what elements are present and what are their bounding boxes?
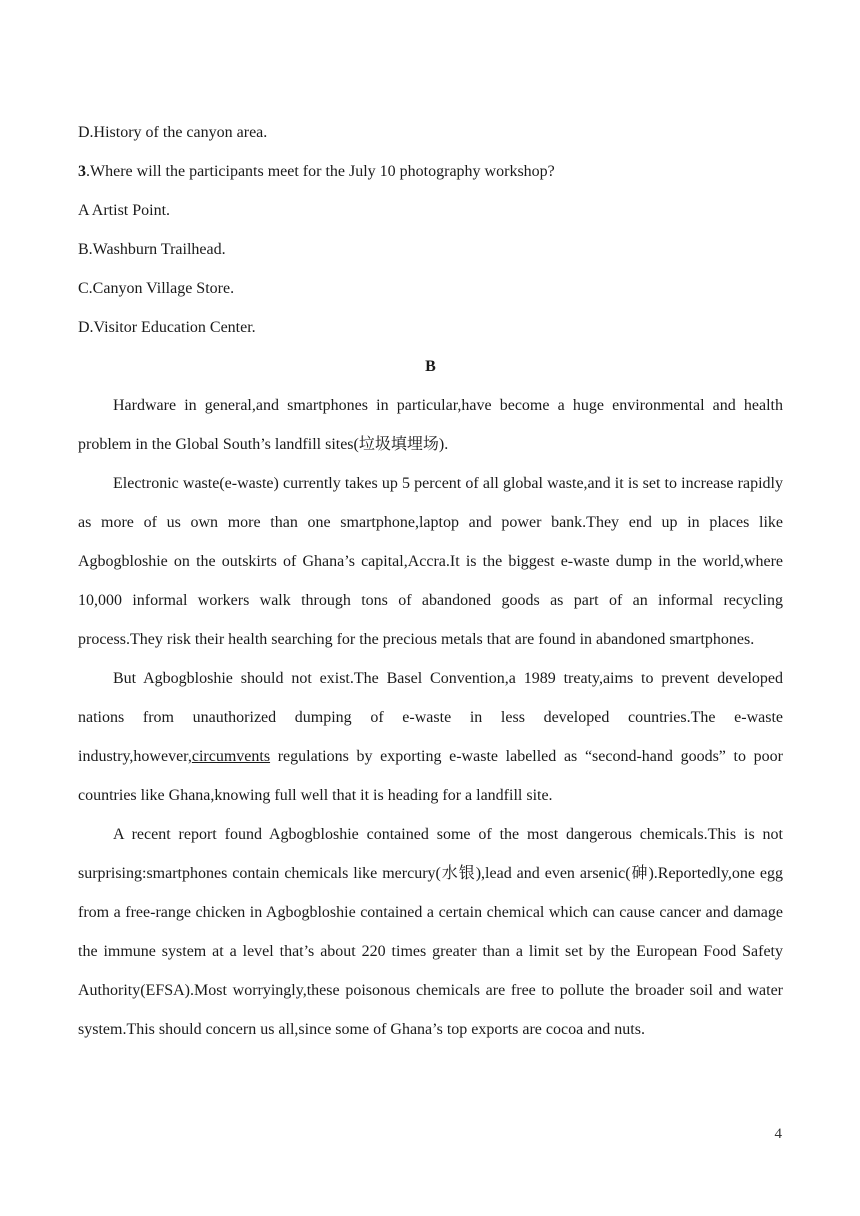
page-number: 4 (774, 1126, 782, 1142)
question-3-option-b: B.Washburn Trailhead. (78, 241, 226, 258)
question-3-text: .Where will the participants meet for the July 10 photography workshop? (86, 163, 555, 180)
document-page (78, 113, 783, 1049)
section-title: B (425, 358, 436, 375)
underlined-word: circumvents (191, 748, 271, 765)
passage-paragraph-1: Hardware in general,and smartphones in particular,have become a huge environmental and health problem in the Global South’s landfill sites(垃圾填埋场). (78, 397, 783, 453)
question-3-number: 3 (78, 163, 86, 180)
question-3-option-a: A Artist Point. (78, 202, 171, 219)
paragraph-3-text-end: regulations by exporting e-waste labelled as “second-hand goods” to poor countries like Ghana,knowing full well that it is heading for a landfill site. (78, 748, 783, 804)
question-2-option-d: D.History of the canyon area. (78, 124, 268, 141)
passage-paragraph-3 (78, 659, 783, 815)
passage-paragraph-2: Electronic waste(e-waste) currently takes up 5 percent of all global waste,and it is set to increase rapidly as more of us own more than one smartphone,laptop and power bank.They end up in places like Agbogbloshie on the outskirts of Ghana’s capital,Accra.It is the biggest e-waste dump in the world,where 10,000 informal workers walk through tons of abandoned goods as part of an informal recycling process.They risk their health searching for the precious metals that are found in abandoned smartphones. (78, 475, 783, 648)
paragraph-3-text-start: But Agbogbloshie should not exist.The Basel Convention,a 1989 treaty,aims to prevent developed nations from unauthorized dumping of e-waste in less developed countries.The e-waste industry,however, (78, 670, 783, 765)
question-3-stem (78, 152, 783, 191)
question-3-option-c: C.Canyon Village Store. (78, 280, 235, 297)
passage-paragraph-4: A recent report found Agbogbloshie contained some of the most dangerous chemicals.This is not surprising:smartphones contain chemicals like mercury(水银),lead and even arsenic(砷).Reportedly,one egg from a free-range chicken in Agbogbloshie contained a certain chemical which can cause cancer and damage the immune system at a level that’s about 220 times greater than a limit set by the European Food Safety Authority(EFSA).Most worryingly,these poisonous chemicals are free to pollute the broader soil and water system.This should concern us all,since some of Ghana’s top exports are cocoa and nuts. (78, 826, 783, 1038)
question-3-option-d: D.Visitor Education Center. (78, 319, 256, 336)
